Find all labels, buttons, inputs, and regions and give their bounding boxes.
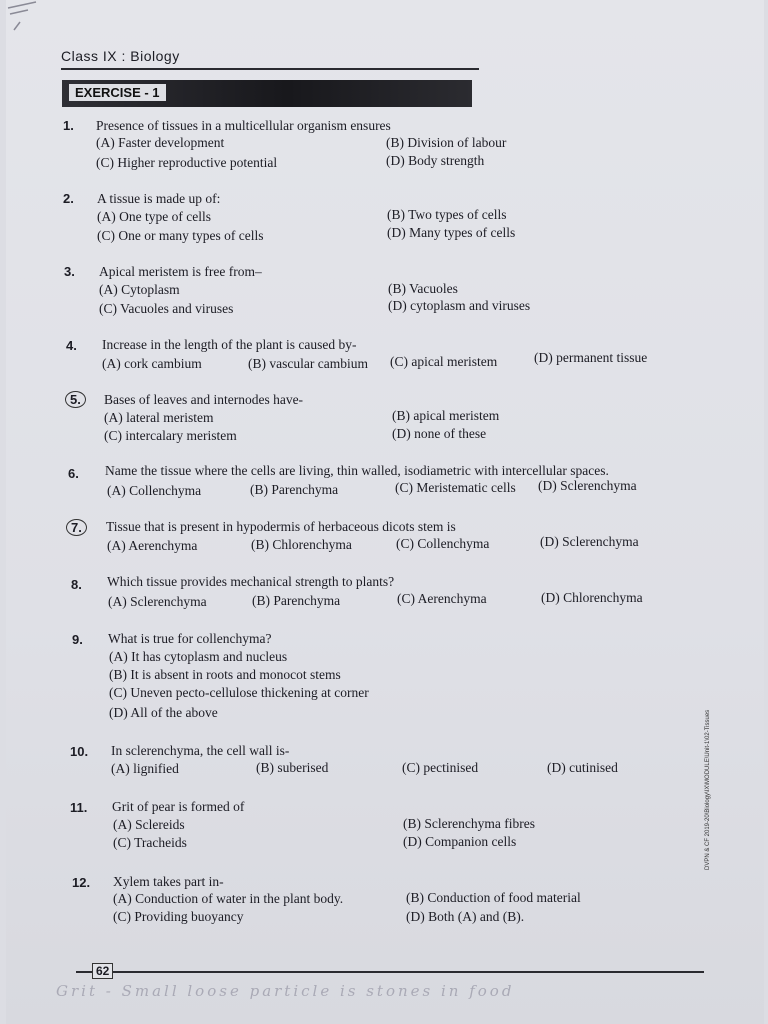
option: (A) cork cambium: [102, 356, 202, 371]
header-divider: [61, 68, 479, 70]
option: (C) pectinised: [402, 760, 479, 775]
option: (C) Vacuoles and viruses: [99, 301, 234, 316]
option: (A) Conduction of water in the plant body.: [113, 891, 344, 906]
page-title: Class IX : Biology: [61, 48, 180, 64]
option: (D) Companion cells: [403, 834, 517, 849]
option: (C) intercalary meristem: [104, 428, 237, 443]
question-number: 2.: [63, 191, 74, 206]
option: (D) none of these: [392, 426, 487, 441]
worksheet-page: [6, 0, 764, 1024]
option: (D) Both (A) and (B).: [406, 909, 525, 924]
option: (D) cutinised: [547, 760, 618, 775]
option: (C) Collenchyma: [396, 536, 490, 551]
question-number: 1.: [63, 118, 74, 133]
side-credit: DVPN & CF 2019-20\Biology\IX\MODULE\Unit-1\02-Tissues: [705, 709, 711, 870]
option: (D) permanent tissue: [534, 350, 648, 365]
question-text: Which tissue provides mechanical strength to plants?: [107, 574, 395, 589]
option: (D) All of the above: [109, 705, 218, 720]
question-number: 8.: [71, 577, 82, 592]
exercise-banner: [62, 80, 472, 107]
question-number: 10.: [70, 744, 89, 759]
option: (A) Cytoplasm: [99, 282, 180, 297]
option: (B) suberised: [256, 760, 329, 775]
question-number: 9.: [72, 632, 83, 647]
question-number: 3.: [64, 264, 75, 279]
question-text: What is true for collenchyma?: [108, 631, 272, 646]
option: (D) Sclerenchyma: [540, 534, 639, 549]
option: (D) Chlorenchyma: [541, 590, 643, 605]
option: (D) cytoplasm and viruses: [388, 298, 531, 313]
option: (B) vascular cambium: [248, 356, 368, 371]
option: (C) Higher reproductive potential: [96, 155, 278, 170]
option: (B) Division of labour: [386, 135, 507, 150]
option: (A) It has cytoplasm and nucleus: [109, 649, 288, 664]
handwritten-note: Grit - Small loose particle is stones in food: [56, 982, 515, 1000]
question-text: Presence of tissues in a multicellular organism ensures: [96, 118, 391, 133]
option: (A) Faster development: [96, 135, 225, 150]
question-number-circled: 7.: [66, 519, 87, 536]
question-text: Name the tissue where the cells are living, thin walled, isodiametric with intercellular spaces.: [105, 463, 609, 478]
option: (D) Body strength: [386, 153, 485, 168]
question-text: A tissue is made up of:: [97, 191, 221, 206]
question-number: 11.: [70, 800, 88, 815]
option: (A) Sclereids: [113, 817, 185, 832]
option: (D) Sclerenchyma: [538, 478, 637, 493]
option: (A) lignified: [111, 761, 179, 776]
question-number: 4.: [66, 338, 77, 353]
option: (A) One type of cells: [97, 209, 211, 224]
question-number-circled: 5.: [65, 391, 86, 408]
option: (B) It is absent in roots and monocot stems: [109, 667, 341, 682]
footer-divider: [76, 971, 704, 973]
option: (C) Meristematic cells: [395, 480, 516, 495]
question-text: In sclerenchyma, the cell wall is-: [111, 743, 290, 758]
question-text: Increase in the length of the plant is caused by-: [102, 337, 357, 352]
option: (C) Uneven pecto-cellulose thickening at corner: [109, 685, 369, 700]
option: (A) Collenchyma: [107, 483, 202, 498]
option: (D) Many types of cells: [387, 225, 516, 240]
question-number: 6.: [68, 466, 79, 481]
option: (C) apical meristem: [390, 354, 498, 369]
option: (A) lateral meristem: [104, 410, 214, 425]
option: (B) Conduction of food material: [406, 890, 581, 905]
corner-scribble-icon: [6, 0, 56, 40]
option: (A) Aerenchyma: [107, 538, 198, 553]
option: (B) Chlorenchyma: [251, 537, 352, 552]
option: (C) Aerenchyma: [397, 591, 487, 606]
option: (A) Sclerenchyma: [108, 594, 207, 609]
question-number: [66, 520, 87, 535]
option: (B) Vacuoles: [388, 281, 458, 296]
option: (B) Parenchyma: [252, 593, 341, 608]
option: (B) apical meristem: [392, 408, 500, 423]
question-text: Grit of pear is formed of: [112, 799, 245, 814]
question-text: Tissue that is present in hypodermis of herbaceous dicots stem is: [106, 519, 456, 534]
option: (B) Parenchyma: [250, 482, 339, 497]
option: (B) Two types of cells: [387, 207, 507, 222]
question-number: 12.: [72, 875, 91, 890]
option: (B) Sclerenchyma fibres: [403, 816, 535, 831]
option: (C) Tracheids: [113, 835, 187, 850]
question-text: Bases of leaves and internodes have-: [104, 392, 304, 407]
question-text: Xylem takes part in-: [113, 874, 224, 889]
question-number: [65, 392, 86, 407]
question-text: Apical meristem is free from–: [99, 264, 262, 279]
option: (C) One or many types of cells: [97, 228, 264, 243]
option: (C) Providing buoyancy: [113, 909, 244, 924]
page-number: 62: [92, 963, 113, 979]
exercise-label: EXERCISE - 1: [69, 84, 166, 101]
